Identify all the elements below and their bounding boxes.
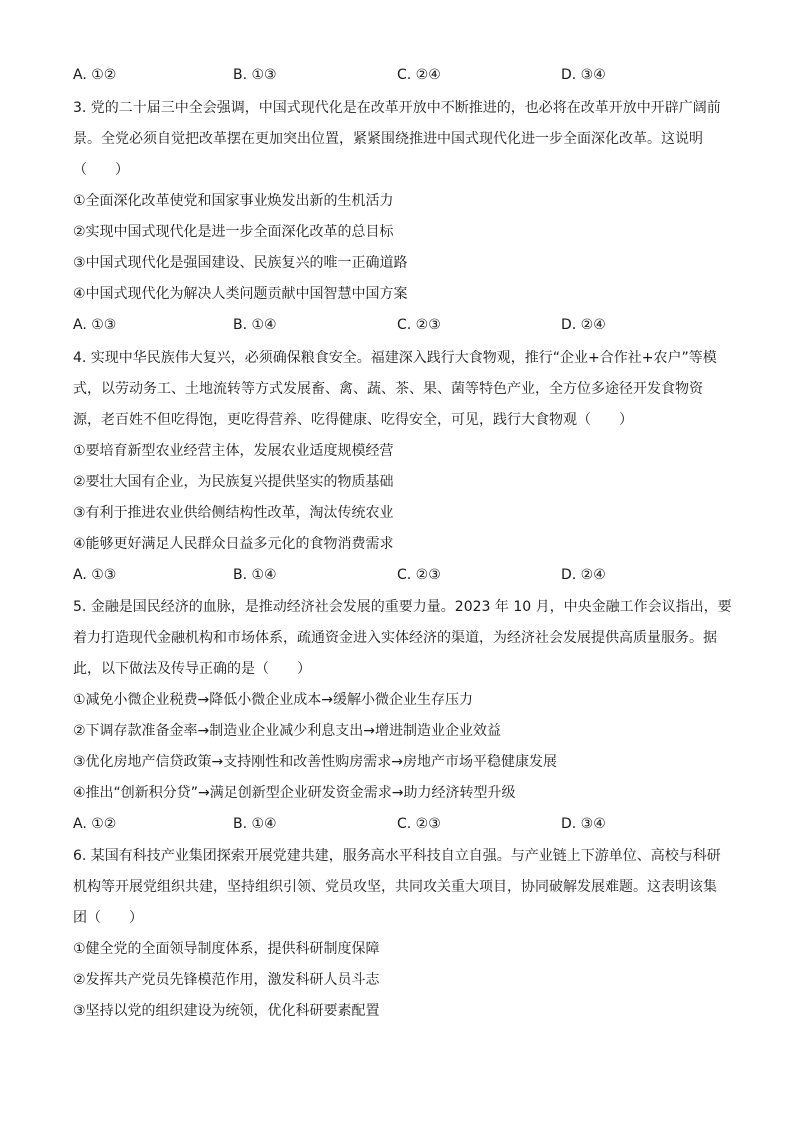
question-text-line: 景。全党必须自觉把改革摆在更加突出位置，紧紧围绕推进中国式现代化进一步全面深化改革。这说明 — [73, 131, 703, 147]
option-d: D. ③④ — [561, 816, 606, 832]
statement-2: ②要壮大国有企业，为民族复兴提供坚实的物质基础 — [73, 474, 394, 490]
option-a: A. ①③ — [73, 567, 117, 583]
option-d: D. ②④ — [561, 317, 606, 333]
option-b: B. ①③ — [233, 67, 277, 83]
option-c: C. ②③ — [397, 816, 441, 832]
prev-question-options — [73, 65, 733, 85]
option-b: B. ①④ — [233, 567, 277, 583]
statement-2: ②下调存款准备金率→制造业企业减少利息支出→增进制造业企业效益 — [73, 723, 502, 739]
question-text-line: 此，以下做法及传导正确的是（ ） — [73, 661, 311, 677]
statement-4: ④推出“创新积分贷”→满足创新型企业研发资金需求→助力经济转型升级 — [73, 785, 516, 801]
statement-1: ①全面深化改革使党和国家事业焕发出新的生机活力 — [73, 193, 394, 209]
statement-4: ④能够更好满足人民群众日益多元化的食物消费需求 — [73, 536, 394, 552]
statement-1: ①健全党的全面领导制度体系，提供科研制度保障 — [73, 941, 380, 957]
statement-3: ③有利于推进农业供给侧结构性改革，淘汰传统农业 — [73, 505, 394, 521]
question-text-line: 源，老百姓不但吃得饱，更吃得营养、吃得健康、吃得安全，可见，践行大食物观（ ） — [73, 412, 633, 428]
option-a: A. ①② — [73, 67, 117, 83]
statement-2: ②实现中国式现代化是进一步全面深化改革的总目标 — [73, 224, 394, 240]
question-text-line: 式，以劳动务工、土地流转等方式发展畜、禽、蔬、茶、果、菌等特色产业，全方位多途径开发食物资 — [73, 381, 703, 397]
question-text-line: 机构等开展党组织共建，坚持组织引领、党员攻坚，共同攻关重大项目，协同破解发展难题。这表明该集 — [73, 879, 717, 895]
statement-1: ①要培育新型农业经营主体，发展农业适度规模经营 — [73, 443, 394, 459]
statement-3: ③中国式现代化是强国建设、民族复兴的唯一正确道路 — [73, 255, 408, 271]
question-text-line: （ ） — [73, 162, 129, 178]
option-d: D. ③④ — [561, 67, 606, 83]
statement-1: ①减免小微企业税费→降低小微企业成本→缓解小微企业生存压力 — [73, 692, 474, 708]
statement-2: ②发挥共产党员先锋模范作用，激发科研人员斗志 — [73, 972, 380, 988]
statement-3: ③坚持以党的组织建设为统领，优化科研要素配置 — [73, 1003, 380, 1019]
question-options — [73, 814, 733, 834]
question-text-line: 3. 党的二十届三中全会强调，中国式现代化是在改革开放中不断推进的，也必将在改革开放中开辟广阔前 — [73, 100, 721, 116]
statement-3: ③优化房地产信贷政策→支持刚性和改善性购房需求→房地产市场平稳健康发展 — [73, 754, 558, 770]
question-text-line: 5. 金融是国民经济的血脉，是推动经济社会发展的重要力量。2023 年 10 月，中央金融工作会议指出，要 — [73, 599, 732, 615]
question-text-line: 着力打造现代金融机构和市场体系，疏通资金进入实体经济的渠道，为经济社会发展提供高质量服务。据 — [73, 630, 717, 646]
option-b: B. ①④ — [233, 816, 277, 832]
option-c: C. ②③ — [397, 567, 441, 583]
question-text-line: 6. 某国有科技产业集团探索开展党建共建，服务高水平科技自立自强。与产业链上下游单位、高校与科研 — [73, 848, 721, 864]
option-c: C. ②③ — [397, 317, 441, 333]
question-text-line: 团（ ） — [73, 910, 143, 926]
option-c: C. ②④ — [397, 67, 441, 83]
statement-4: ④中国式现代化为解决人类问题贡献中国智慧中国方案 — [73, 286, 408, 302]
option-a: A. ①③ — [73, 317, 117, 333]
question-options — [73, 565, 733, 585]
option-b: B. ①④ — [233, 317, 277, 333]
option-a: A. ①② — [73, 816, 117, 832]
question-text-line: 4. 实现中华民族伟大复兴，必须确保粮食安全。福建深入践行大食物观，推行“企业+合作社+农户”等模 — [73, 350, 717, 366]
question-options — [73, 315, 733, 335]
option-d: D. ②④ — [561, 567, 606, 583]
